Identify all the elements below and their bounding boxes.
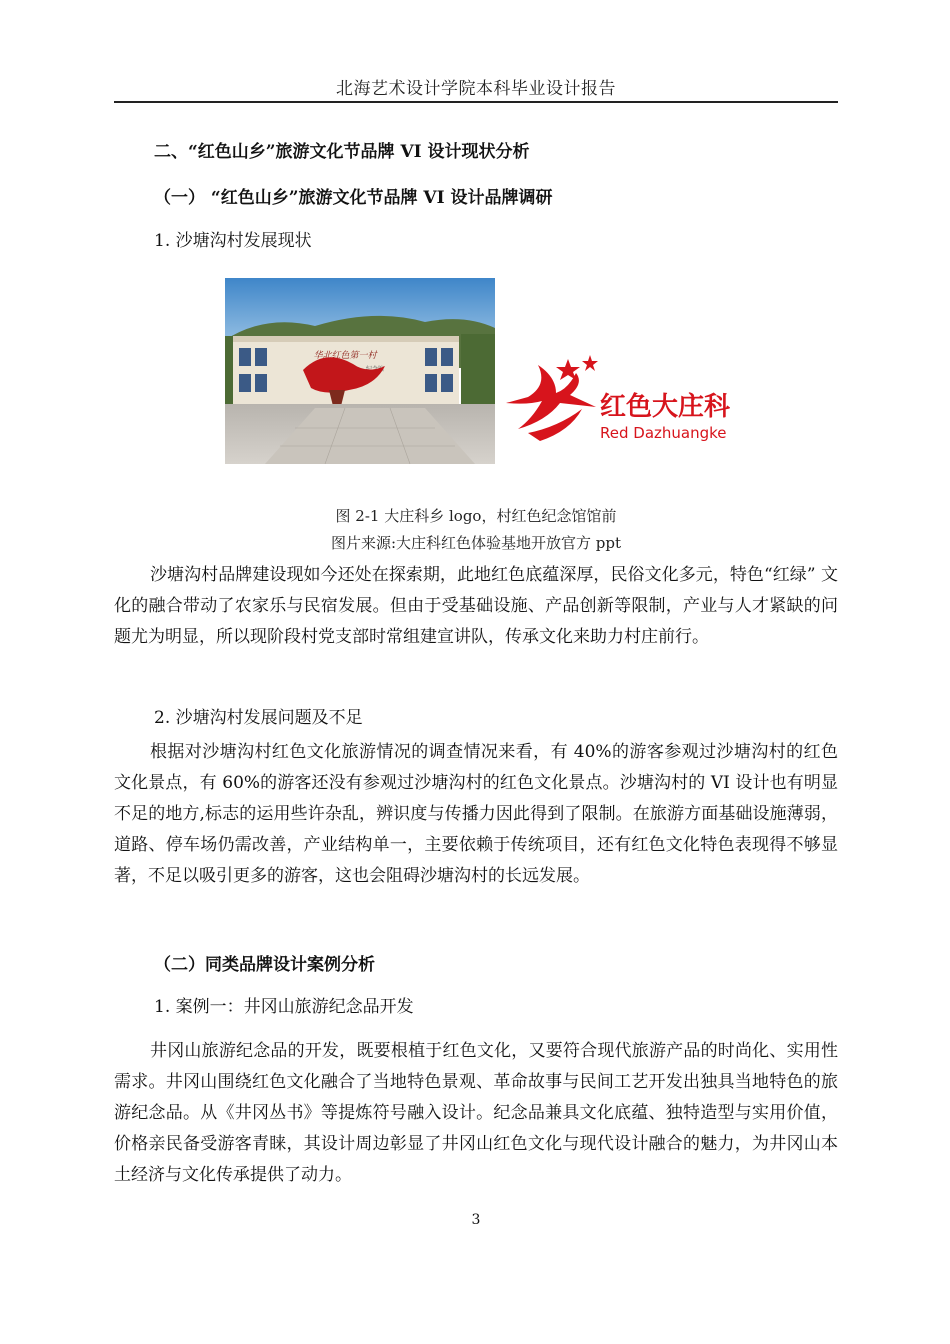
paragraph-village-status: 沙塘沟村品牌建设现如今还处在探索期，此地红色底蕴深厚，民俗文化多元，特色“红绿” 文化的融合带动了农家乐与民宿发展。但由于受基础设施、产品创新等限制，产业与人才紧缺的问题尤为明显，所以现阶段村党支部时常组建宣讲队，传承文化来助力村庄前行。 xyxy=(114,565,838,647)
page-header: 北海艺术设计学院本科毕业设计报告 xyxy=(336,79,616,99)
figure-caption: 图 2-1 大庄科乡 logo，村红色纪念馆馆前 xyxy=(335,507,617,525)
paragraph-jinggangshan: 井冈山旅游纪念品的开发，既要根植于红色文化，又要符合现代旅游产品的时尚化、实用性需求。井冈山围绕红色文化融合了当地特色景观、革命故事与民间工艺开发出独具当地特色的旅游纪念品。从《井冈丛书》等提炼符号融入设计。纪念品兼具文化底蕴、独特造型与实用价值，价格亲民备受游客青睐，其设计周边彰显了井冈山红色文化与现代设计融合的魅力，为井冈山本土经济与文化传承提供了动力。 xyxy=(114,1041,838,1185)
section-heading: 二、“红色山乡”旅游文化节品牌 VI 设计现状分析 xyxy=(154,142,530,162)
page-number: 3 xyxy=(471,1212,481,1228)
subsection-1-heading: （一） “红色山乡”旅游文化节品牌 VI 设计品牌调研 xyxy=(154,188,553,208)
paragraph-village-problems: 根据对沙塘沟村红色文化旅游情况的调查情况来看，有 40%的游客参观过沙塘沟村的红色文化景点，有 60%的游客还没有参观过沙塘沟村的红色文化景点。沙塘沟村的 VI 设计也有明显不足的地方,标志的运用些许杂乱，辨识度与传播力因此得到了限制。在旅游方面基础设施薄弱，道路、停车场仍需改善，产业结构单一，主要依赖于传统项目，还有红色文化特色表现得不够显著，不足以吸引更多的游客，这也会阻碍沙塘沟村的长远发展。 xyxy=(114,742,838,886)
figure-source: 图片来源:大庄科红色体验基地开放官方 ppt xyxy=(330,534,622,552)
red-dazhuangke-logo xyxy=(498,345,758,455)
logo-text-en: Red Dazhuangke xyxy=(600,424,727,442)
memorial-sign-text: 华北红色第一村 xyxy=(313,351,377,361)
item-2-heading: 2. 沙塘沟村发展问题及不足 xyxy=(154,708,363,728)
header-rule xyxy=(114,101,838,103)
memorial-hall-photo xyxy=(225,278,495,464)
logo-text-cn: 红色大庄科 xyxy=(600,392,731,422)
item-1-heading: 1. 沙塘沟村发展现状 xyxy=(154,231,312,251)
subsection-2-heading: （二）同类品牌设计案例分析 xyxy=(154,955,375,975)
case-1-heading: 1. 案例一：井冈山旅游纪念品开发 xyxy=(154,997,414,1017)
